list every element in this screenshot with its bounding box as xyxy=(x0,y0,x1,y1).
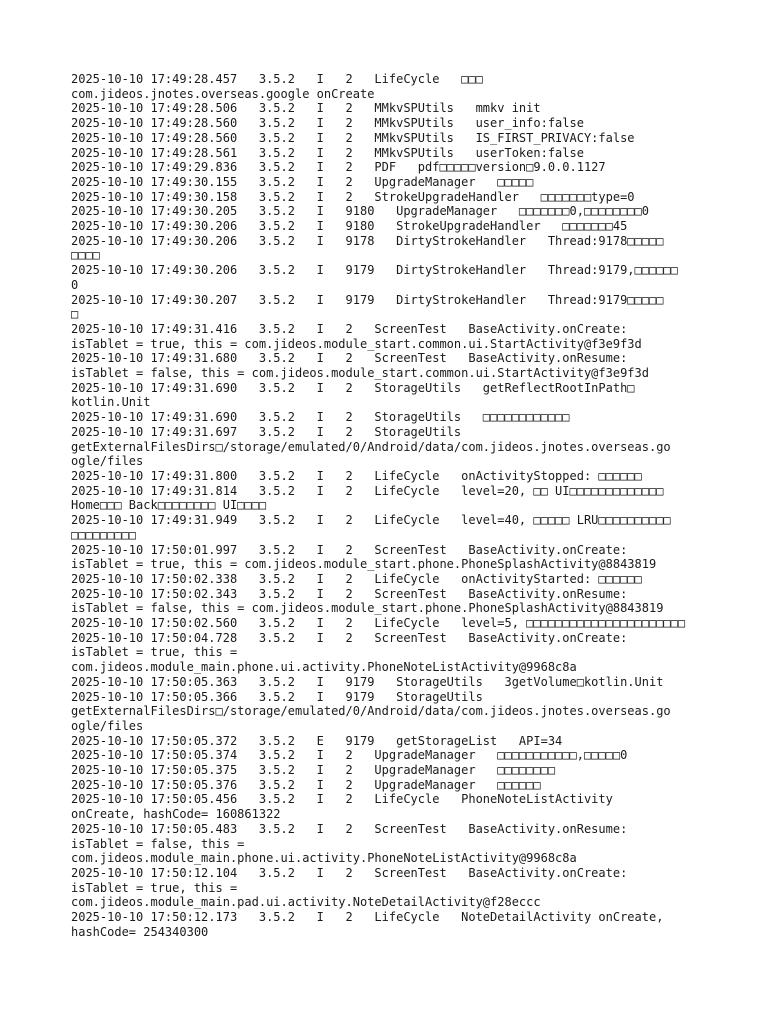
log-entry: 2025-10-10 17:49:28.560 3.5.2 I 2 MMkvSPUtils IS_FIRST_PRIVACY:false xyxy=(71,130,635,145)
log-entry: 2025-10-10 17:49:30.158 3.5.2 I 2 StrokeUpgradeHandler □□□□□□□type=0 xyxy=(71,189,635,204)
log-entry: 2025-10-10 17:50:05.483 3.5.2 I 2 ScreenTest BaseActivity.onResume: isTablet = false, this = com.jideos.module_main.phone.ui.activity.PhoneNoteListActivity@9968c8a xyxy=(71,821,628,866)
log-entry: 2025-10-10 17:49:31.690 3.5.2 I 2 StorageUtils getReflectRootInPath□ kotlin.Unit xyxy=(71,380,635,410)
log-entry: 2025-10-10 17:49:31.416 3.5.2 I 2 ScreenTest BaseActivity.onCreate: isTablet = true, this = com.jideos.module_start.common.ui.StartActivity@f3e9f3d xyxy=(71,321,642,351)
log-entry: 2025-10-10 17:49:31.697 3.5.2 I 2 StorageUtils getExternalFilesDirs□/storage/emulated/0/Android/data/com.jideos.jnotes.overseas.go ogle/files xyxy=(71,424,671,469)
log-entry: 2025-10-10 17:49:31.949 3.5.2 I 2 LifeCycle level=40, □□□□□ LRU□□□□□□□□□□ □□□□□□□□□ xyxy=(71,513,671,542)
log-entry: 2025-10-10 17:50:04.728 3.5.2 I 2 ScreenTest BaseActivity.onCreate: isTablet = true, this = com.jideos.module_main.phone.ui.activity.PhoneNoteListActivity@9968c8a xyxy=(71,630,628,675)
log-entry: 2025-10-10 17:49:30.206 3.5.2 I 9179 DirtyStrokeHandler Thread:9179,□□□□□□ 0 xyxy=(71,263,678,292)
log-entry: 2025-10-10 17:50:05.456 3.5.2 I 2 LifeCycle PhoneNoteListActivity onCreate, hashCode= 160861322 xyxy=(71,792,613,822)
log-entry: 2025-10-10 17:49:28.506 3.5.2 I 2 MMkvSPUtils mmkv init xyxy=(71,101,541,116)
log-document xyxy=(71,72,701,939)
log-entry: 2025-10-10 17:49:31.814 3.5.2 I 2 LifeCycle level=20, □□ UI□□□□□□□□□□□□□ Home□□□ Back□□□□□□□□ UI□□□□ xyxy=(71,483,664,513)
log-entry: 2025-10-10 17:49:29.836 3.5.2 I 2 PDF pdf□□□□□version□9.0.0.1127 xyxy=(71,160,606,175)
log-entry: 2025-10-10 17:50:05.366 3.5.2 I 9179 StorageUtils getExternalFilesDirs□/storage/emulated/0/Android/data/com.jideos.jnotes.overseas.go ogle/files xyxy=(71,689,671,733)
log-entry: 2025-10-10 17:49:30.207 3.5.2 I 9179 DirtyStrokeHandler Thread:9179□□□□□ □ xyxy=(71,292,664,322)
log-entry: 2025-10-10 17:49:30.155 3.5.2 I 2 UpgradeManager □□□□□ xyxy=(71,174,534,189)
log-entry: 2025-10-10 17:50:05.376 3.5.2 I 2 UpgradeManager □□□□□□ xyxy=(71,777,541,792)
log-entry: 2025-10-10 17:49:30.205 3.5.2 I 9180 UpgradeManager □□□□□□□0,□□□□□□□□0 xyxy=(71,204,649,219)
log-entry: 2025-10-10 17:50:01.997 3.5.2 I 2 ScreenTest BaseActivity.onCreate: isTablet = true, this = com.jideos.module_start.phone.PhoneSplashActivity@8843819 xyxy=(71,542,657,572)
log-entry: 2025-10-10 17:50:02.343 3.5.2 I 2 ScreenTest BaseActivity.onResume: isTablet = false, this = com.jideos.module_start.phone.PhoneSplashActivity@8843819 xyxy=(71,586,664,616)
log-entry: 2025-10-10 17:50:05.374 3.5.2 I 2 UpgradeManager □□□□□□□□□□□,□□□□□0 xyxy=(71,748,628,763)
log-entry: 2025-10-10 17:49:28.560 3.5.2 I 2 MMkvSPUtils user_info:false xyxy=(71,116,584,131)
log-entry: 2025-10-10 17:50:05.372 3.5.2 E 9179 getStorageList API=34 xyxy=(71,733,563,748)
log-entry: 2025-10-10 17:49:30.206 3.5.2 I 9180 StrokeUpgradeHandler □□□□□□□45 xyxy=(71,219,628,234)
log-entry: 2025-10-10 17:50:12.173 3.5.2 I 2 LifeCycle NoteDetailActivity onCreate, hashCode= 254340300 xyxy=(71,910,664,939)
log-entry: 2025-10-10 17:49:31.680 3.5.2 I 2 ScreenTest BaseActivity.onResume: isTablet = false, this = com.jideos.module_start.common.ui.StartActivity@f3e9f3d xyxy=(71,351,649,381)
log-entry: 2025-10-10 17:49:31.690 3.5.2 I 2 StorageUtils □□□□□□□□□□□□ xyxy=(71,410,570,425)
log-entry: 2025-10-10 17:49:28.457 3.5.2 I 2 LifeCycle □□□ com.jideos.jnotes.overseas.google onCreate xyxy=(71,72,483,101)
log-entry: 2025-10-10 17:49:31.800 3.5.2 I 2 LifeCycle onActivityStopped: □□□□□□ xyxy=(71,468,642,483)
log-entry: 2025-10-10 17:50:02.560 3.5.2 I 2 LifeCycle level=5, □□□□□□□□□□□□□□□□□□□□□□ xyxy=(71,616,686,631)
log-entry: 2025-10-10 17:50:12.104 3.5.2 I 2 ScreenTest BaseActivity.onCreate: isTablet = true, this = com.jideos.module_main.pad.ui.activity.NoteDetailActivity@f28eccc xyxy=(71,865,628,910)
log-entry: 2025-10-10 17:49:28.561 3.5.2 I 2 MMkvSPUtils userToken:false xyxy=(71,145,584,160)
log-entry: 2025-10-10 17:49:30.206 3.5.2 I 9178 DirtyStrokeHandler Thread:9178□□□□□ □□□□ xyxy=(71,233,664,263)
log-entry: 2025-10-10 17:50:02.338 3.5.2 I 2 LifeCycle onActivityStarted: □□□□□□ xyxy=(71,571,642,586)
log-entry: 2025-10-10 17:50:05.375 3.5.2 I 2 UpgradeManager □□□□□□□□ xyxy=(71,763,556,778)
log-entry: 2025-10-10 17:50:05.363 3.5.2 I 9179 StorageUtils 3getVolume□kotlin.Unit xyxy=(71,674,664,689)
